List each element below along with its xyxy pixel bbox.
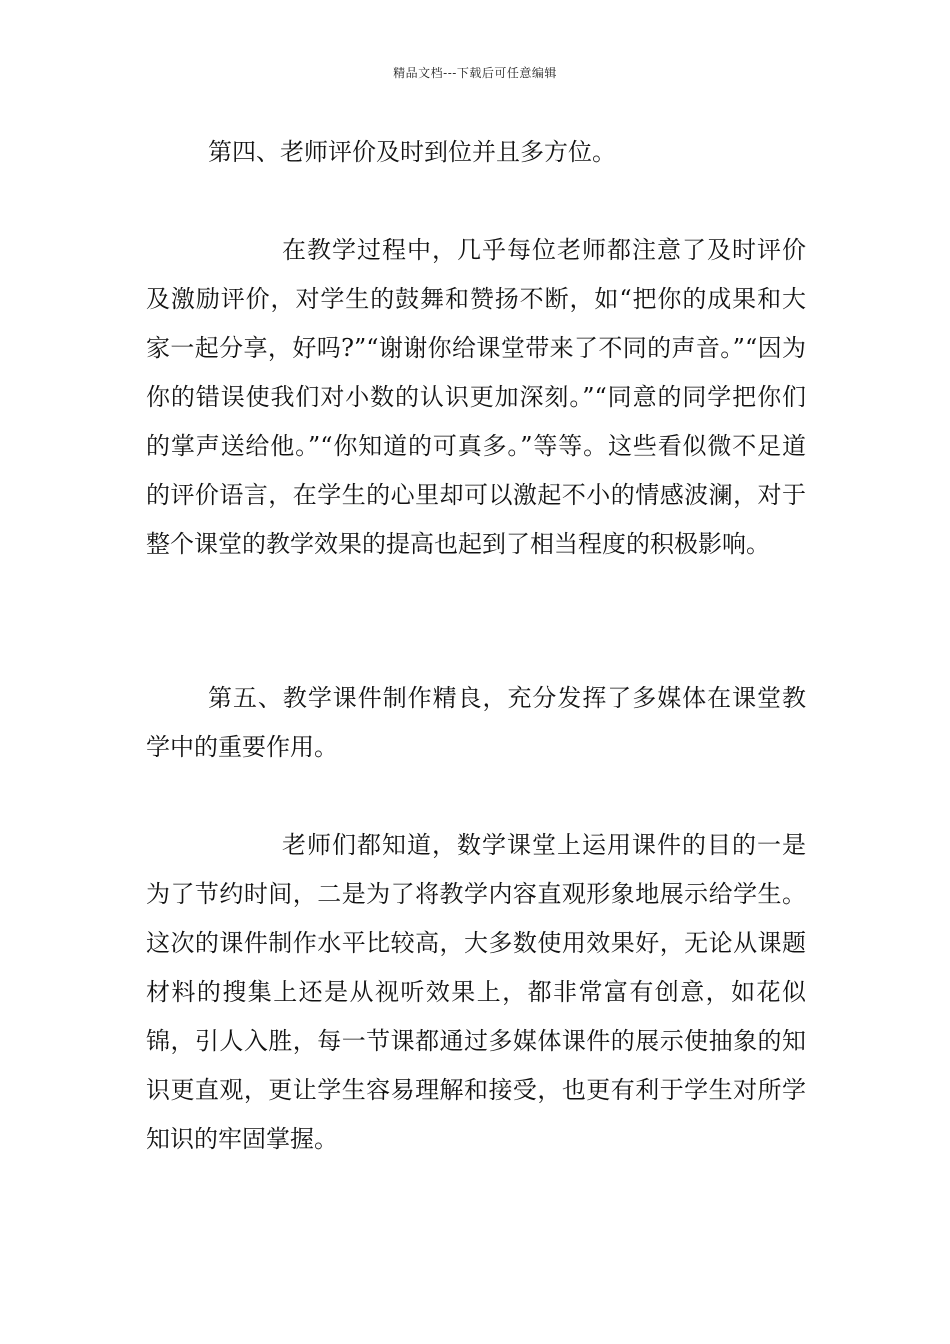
section-heading-5: 第五、教学课件制作精良，充分发挥了多媒体在课堂教学中的重要作用。 [146, 684, 806, 761]
section-body-5: 老师们都知道，数学课堂上运用课件的目的一是为了节约时间，二是为了将教学内容直观形象地展示给学生。这次的课件制作水平比较高，大多数使用效果好，无论从课题材料的搜集上还是从视听效果上，都非常富有创意，如花似锦，引人入胜，每一节课都通过多媒体课件的展示使抽象的知识更直观，更让学生容易理解和接受，也更有利于学生对所学知识的牢固掌握。 [146, 831, 806, 1153]
page-header: 精品文档---下载后可任意编辑 [393, 66, 557, 80]
section-heading-4: 第四、老师评价及时到位并且多方位。 [208, 138, 616, 166]
section-body-4: 在教学过程中，几乎每位老师都注意了及时评价及激励评价，对学生的鼓舞和赞扬不断，如“把你的成果和大家一起分享，好吗?”“谢谢你给课堂带来了不同的声音。”“因为你的错误使我们对小数的认识更加深刻。”“同意的同学把你们的掌声送给他。”“你知道的可真多。”等等。这些看似微不足道的评价语言，在学生的心里却可以激起不小的情感波澜，对于整个课堂的教学效果的提高也起到了相当程度的积极影响。 [146, 236, 806, 558]
